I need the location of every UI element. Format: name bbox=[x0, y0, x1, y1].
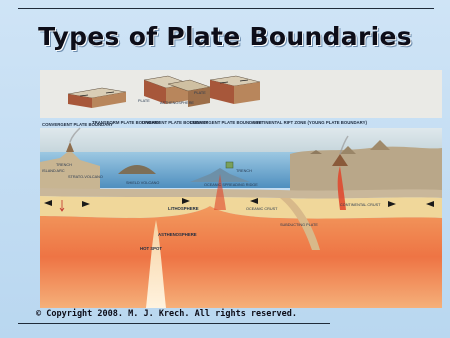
label-island-arc: ISLAND ARC bbox=[42, 169, 65, 173]
asthenosphere-layer bbox=[40, 206, 442, 308]
label-strato-volcano: STRATO-VOLCANO bbox=[68, 175, 103, 179]
label-convergent-left: CONVERGENT PLATE BOUNDARY bbox=[42, 122, 114, 127]
label-shield-volcano: SHIELD VOLCANO bbox=[126, 181, 160, 185]
label-lithosphere: LITHOSPHERE bbox=[168, 206, 199, 211]
block-model-divergent bbox=[210, 76, 260, 104]
label-divergent: DIVERGENT PLATE BOUNDARY bbox=[142, 120, 208, 125]
label-trench-left: TRENCH bbox=[56, 163, 72, 167]
label-convergent-right: CONVERGENT PLATE BOUNDARY bbox=[190, 120, 262, 125]
label-hot-spot: HOT SPOT bbox=[140, 246, 162, 251]
label-oceanic-crust: OCEANIC CRUST bbox=[246, 207, 278, 211]
block-label-asthenosphere: ASTHENOSPHERE bbox=[160, 101, 194, 105]
plate-boundaries-diagram bbox=[40, 70, 442, 308]
label-transform: TRANSFORM PLATE BOUNDARY bbox=[92, 120, 161, 125]
block-label-plate-1: PLATE bbox=[138, 99, 150, 103]
label-subducting-plate: SUBDUCTING PLATE bbox=[280, 223, 318, 227]
label-asthenosphere: ASTHENOSPHERE bbox=[158, 232, 197, 237]
block-label-plate-2: PLATE bbox=[194, 91, 206, 95]
copyright-notice: © Copyright 2008. M. J. Krech. All rights reserved. bbox=[36, 309, 297, 319]
footer-divider bbox=[18, 323, 330, 324]
label-continental-crust: CONTINENTAL CRUST bbox=[340, 203, 381, 207]
label-continental-rift: CONTINENTAL RIFT ZONE (YOUNG PLATE BOUNDARY) bbox=[252, 120, 367, 125]
top-divider bbox=[18, 8, 434, 9]
slide-title: Types of Plate Boundaries bbox=[38, 22, 412, 51]
boundary-label-group bbox=[42, 120, 367, 127]
label-spreading-ridge: OCEANIC SPREADING RIDGE bbox=[204, 183, 258, 187]
label-trench-right: TRENCH bbox=[236, 169, 252, 173]
